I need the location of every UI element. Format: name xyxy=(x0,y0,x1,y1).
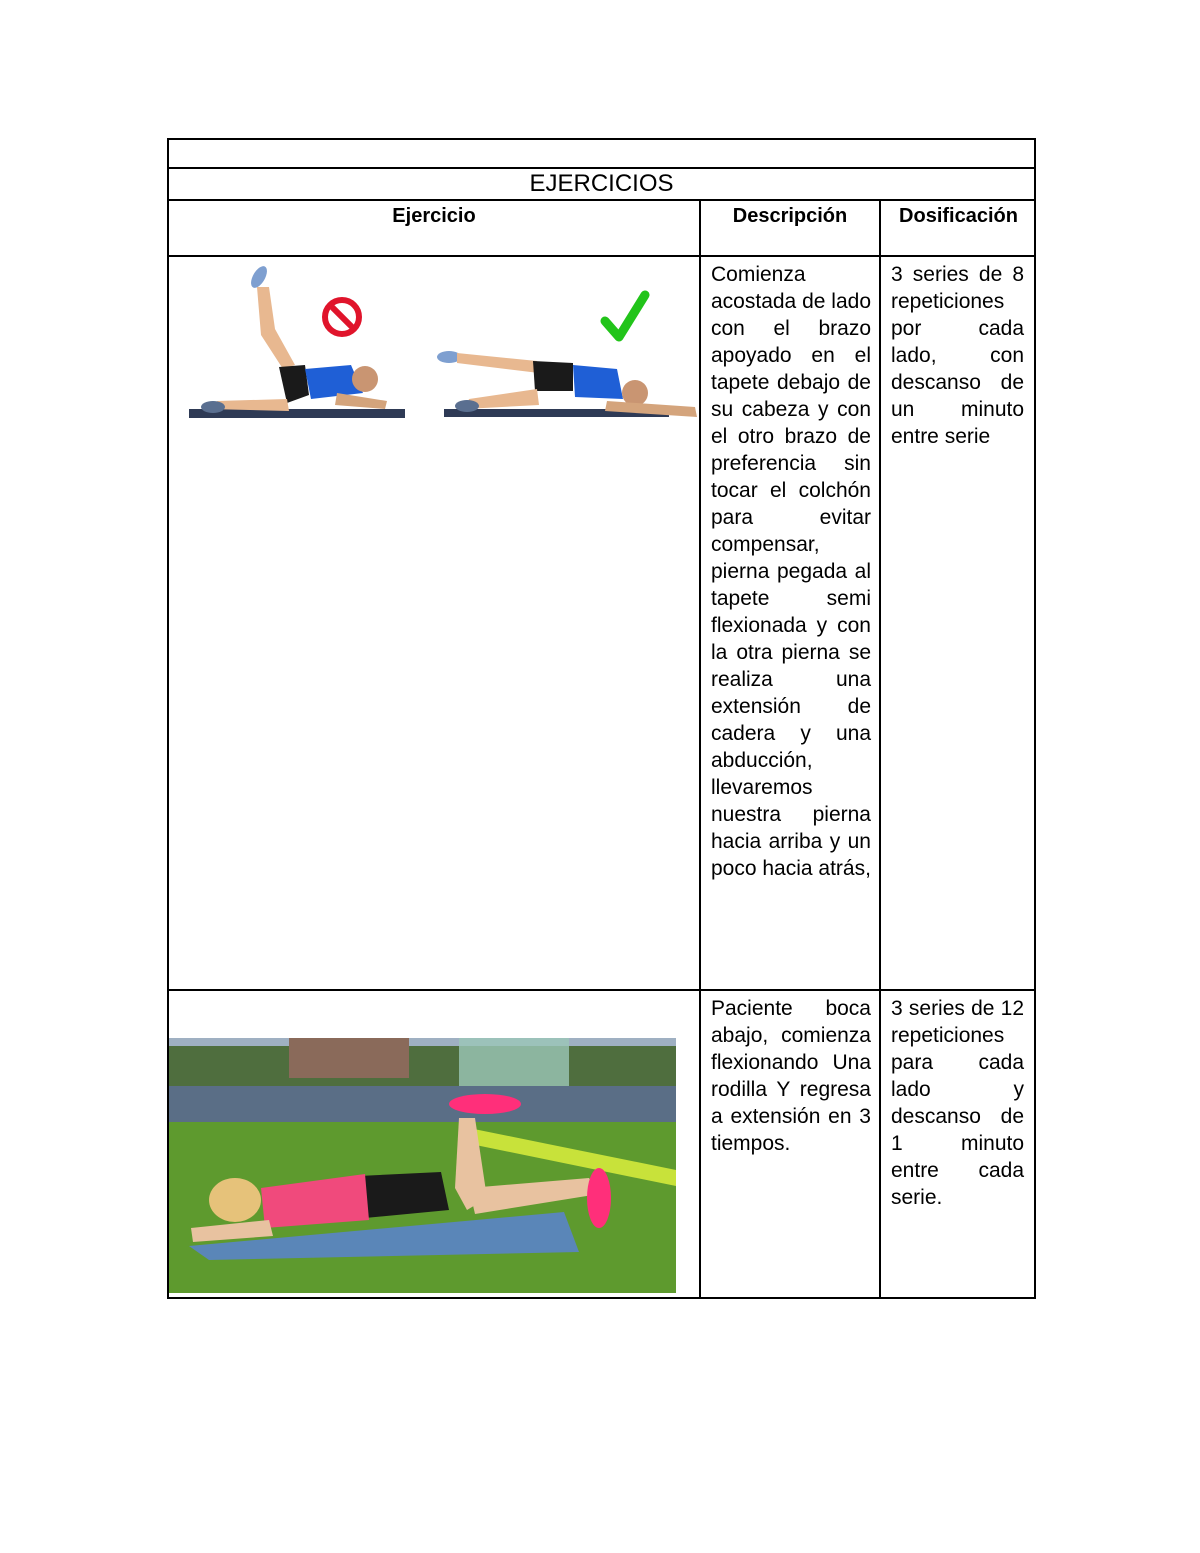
table-row xyxy=(168,990,1035,1298)
dosage-text: 3 series de 12 repeticiones para cada lado y descanso de 1 minuto entre cada serie. xyxy=(891,997,1025,1209)
head-left xyxy=(352,366,378,392)
dosage-cell xyxy=(880,256,1035,990)
dosage-cell xyxy=(880,990,1035,1298)
arm-left xyxy=(335,393,387,409)
blank-row xyxy=(168,139,1035,168)
track xyxy=(169,1086,676,1126)
shorts-left xyxy=(279,365,309,403)
exercise-image-cell xyxy=(168,990,700,1298)
blank-cell xyxy=(168,139,1035,168)
shoe-left xyxy=(248,265,270,290)
title-row xyxy=(168,168,1035,200)
check-icon xyxy=(605,295,645,337)
shoe-right-2 xyxy=(455,400,479,412)
table-title: EJERCICIOS xyxy=(168,168,1035,200)
shorts-right xyxy=(533,361,573,391)
description-text: Paciente boca abajo, comienza flexionando Una rodilla Y regresa a extensión en 3 tiempos. xyxy=(711,997,871,1155)
header-row xyxy=(168,200,1035,256)
description-text: Comienza acostada de lado con el brazo apoyado en el tapete debajo de su cabeza y con el otro brazo de preferencia sin tocar el colchón para evitar compensar, pierna pegada al tapete semi flexionada y con la otra pierna se realiza una extensión de cadera y una abducción, llevaremos nuestra pierna hacia arriba y un poco hacia atrás, xyxy=(711,263,871,880)
head-right xyxy=(622,380,648,406)
wrong-sign-icon xyxy=(325,300,359,334)
table-row xyxy=(168,256,1035,990)
exercise-image-cell xyxy=(168,256,700,990)
head xyxy=(209,1178,261,1222)
header-exercise: Ejercicio xyxy=(168,200,700,256)
dosage-text: 3 series de 8 repeticiones por cada lado, con descanso de un minuto entre serie xyxy=(891,263,1025,448)
exercises-table xyxy=(167,138,1036,1299)
shoe-pink-2 xyxy=(587,1168,611,1228)
side-lying-hip-abduction-figure xyxy=(187,265,702,435)
shoe-pink-1 xyxy=(449,1094,521,1114)
description-cell xyxy=(700,990,880,1298)
extended-leg xyxy=(457,353,539,373)
header-description: Descripción xyxy=(700,200,880,256)
raised-leg xyxy=(257,287,295,369)
header-dosage: Dosificación xyxy=(880,200,1035,256)
shoe-left-2 xyxy=(201,401,225,413)
shorts xyxy=(359,1172,449,1218)
building xyxy=(289,1038,409,1078)
description-cell xyxy=(700,256,880,990)
prone-knee-flexion-band-photo xyxy=(169,1038,676,1293)
trees xyxy=(169,1046,676,1086)
torso-right xyxy=(573,365,623,399)
